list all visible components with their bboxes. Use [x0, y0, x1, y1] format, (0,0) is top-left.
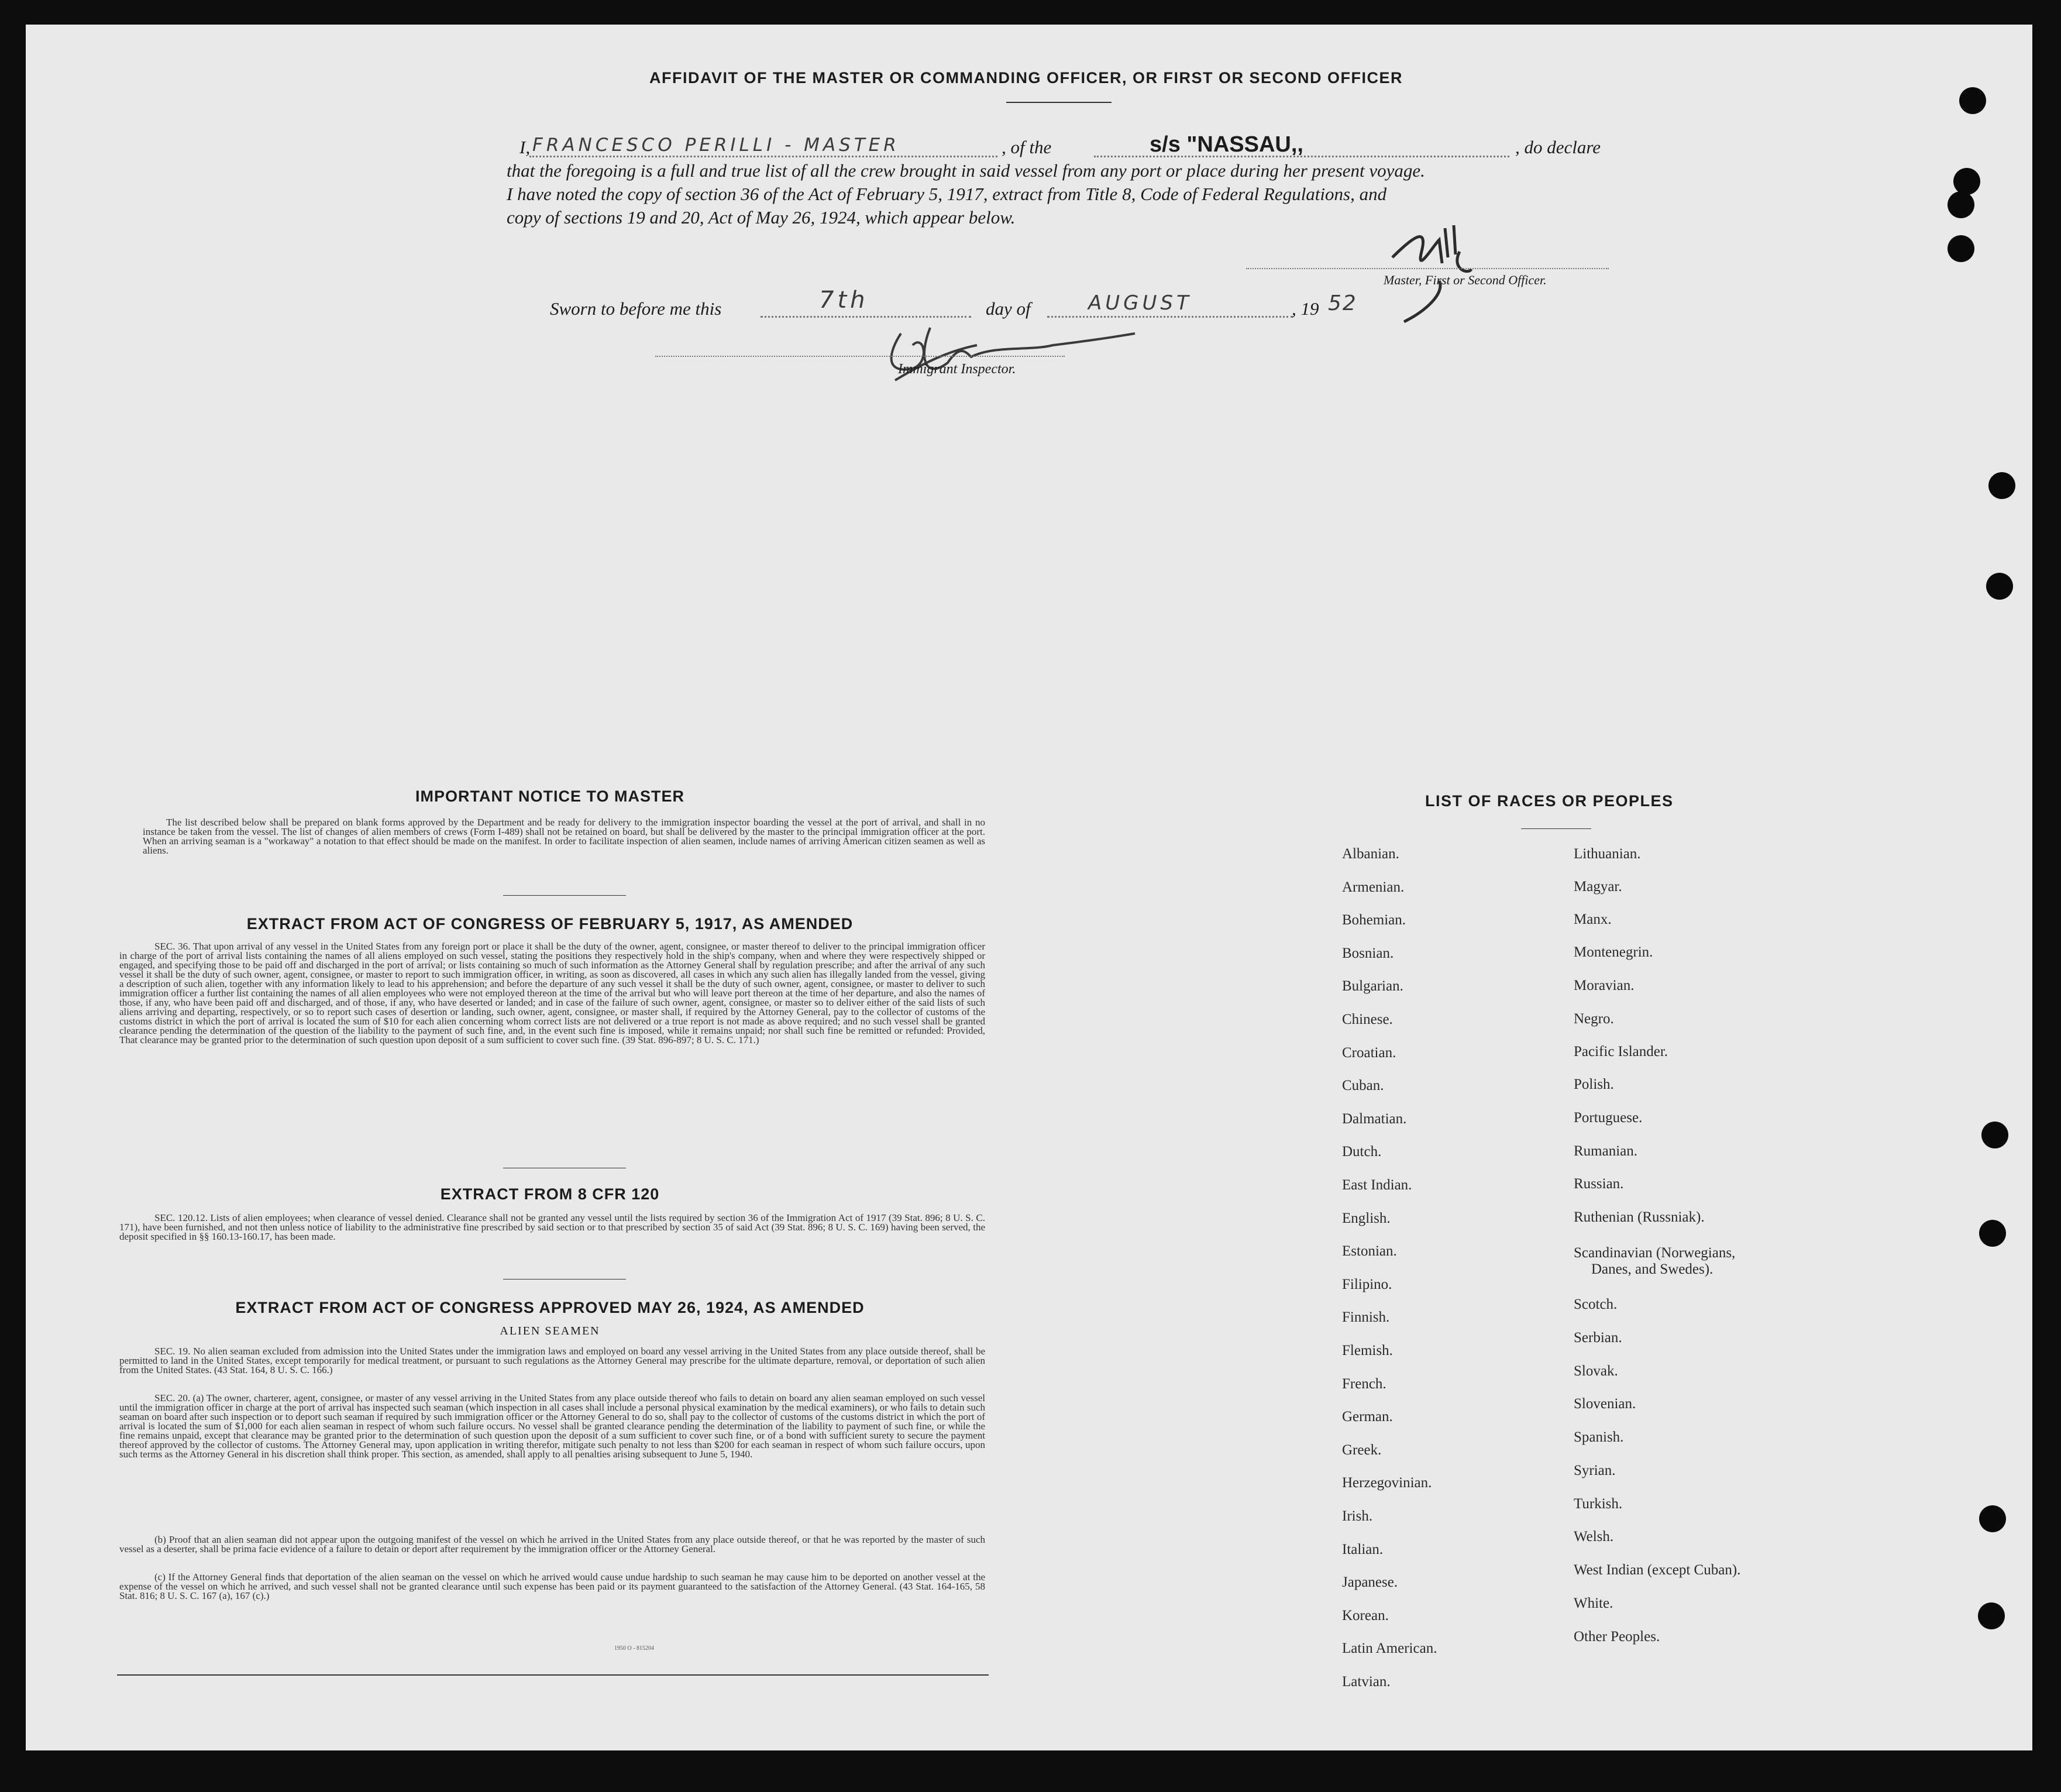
day-of-label: day of	[986, 298, 1031, 319]
punch-hole-icon	[1986, 573, 2013, 600]
affidavit-title: AFFIDAVIT OF THE MASTER OR COMMANDING OFFICER, OR FIRST OR SECOND OFFICER	[649, 69, 1403, 87]
form-page	[26, 25, 2032, 1750]
declaration-line-4: copy of sections 19 and 20, Act of May 26, 1924, which appear below.	[507, 207, 1016, 228]
extract-cfr-title: EXTRACT FROM 8 CFR 120	[440, 1185, 660, 1203]
title-underline	[1006, 102, 1112, 103]
race-item: Spanish.	[1574, 1429, 1624, 1445]
vessel-name-field: s/s "NASSAU,,	[1150, 132, 1303, 157]
of-the-label: , of the	[1002, 137, 1052, 157]
do-declare-label: , do declare	[1515, 137, 1601, 157]
race-item: Portuguese.	[1574, 1110, 1643, 1126]
race-item: Dalmatian.	[1342, 1110, 1407, 1127]
race-item: Estonian.	[1342, 1243, 1397, 1260]
race-item: Italian.	[1342, 1541, 1384, 1557]
race-item: Other Peoples.	[1574, 1629, 1660, 1645]
race-item: English.	[1342, 1210, 1391, 1226]
race-item: Danes, and Swedes).	[1591, 1261, 1714, 1277]
inspector-caption: Immigrant Inspector.	[898, 362, 1016, 377]
punch-hole-icon	[1978, 1602, 2005, 1629]
race-item: Manx.	[1574, 912, 1612, 927]
punch-hole-icon	[1959, 87, 1986, 114]
year-field: 52	[1328, 291, 1357, 315]
race-item: Negro.	[1574, 1011, 1614, 1027]
race-item: Moravian.	[1574, 978, 1635, 993]
punch-hole-icon	[1948, 235, 1974, 262]
extract-1924-title: EXTRACT FROM ACT OF CONGRESS APPROVED MAY 26, 1924, AS AMENDED	[235, 1299, 865, 1316]
race-item: Ruthenian (Russniak).	[1574, 1209, 1705, 1225]
extract-1924-sec19: SEC. 19. No alien seaman excluded from admission into the United States under the immigration laws and employed on board any vessel arriving in the United States from any place outside thereof, shall be permitted to land in the United States, except temporarily for medical treatment, or pursuant to such regulations as the Attorney General may prescribe for the ultimate departure, removal, or deportation of such alien from the United States. (43 Stat. 164, 8 U. S. C. 166.)	[119, 1346, 985, 1375]
race-item: Turkish.	[1574, 1496, 1623, 1512]
extract-1917-body: SEC. 36. That upon arrival of any vessel in the United States from any foreign port or place it shall be the duty of the owner, agent, consignee, or master thereof to deliver to the principal immigration officer in charge of the port of arrival lists containing the names of all aliens employed on such vessel, stating the positions they respectively hold in the ship's company, when and where they were respectively shipped or engaged, and specifying those to be paid off and discharged in the port of arrival; or lists containing so much of such information as the Attorney General shall by regulation prescribe; and after the arrival of any such vessel it shall be the duty of such owner, agent, consignee, or master to report to such immigration officer, in writing, as soon as discovered, all cases in which any such alien has illegally landed from the vessel, giving a description of such alien, together with any information likely to lead to his apprehension; and before the departure of any such vessel it shall be the duty of such owner, agent, consignee, or master to deliver to such immigration officer a further list containing the names of all alien employees who were not employed thereon at the time of the arrival but who will leave port thereon at the time of her departure, and also the names of those, if any, who have been paid off and discharged, and of those, if any, who have deserted or landed; and in case of the failure of such owner, agent, consignee, or master so to deliver either of the said lists of such aliens arriving and departing, respectively, or so to report such cases of desertion or landing, such owner, agent, consignee, or master shall, if required by the Attorney General, pay to the collector of customs of the customs district in which the port of arrival is located the sum of $10 for each alien concerning whom correct lists are not delivered or a true report is not made as above required; and no such vessel shall be granted clearance pending the determination of the question of the liability to the payment of such fine, and, in the event such fine is imposed, while it remains unpaid; nor shall such fine be remitted or refunded: Provided, That clearance may be granted prior to the determination of such question upon deposit of a sum sufficient to cover such fine. (39 Stat. 896-897; 8 U. S. C. 171.)	[119, 941, 985, 1045]
race-item: East Indian.	[1342, 1177, 1412, 1193]
punch-hole-icon	[1981, 1122, 2008, 1148]
race-item: Welsh.	[1574, 1529, 1614, 1545]
races-title: LIST OF RACES OR PEOPLES	[1425, 792, 1674, 810]
race-item: Russian.	[1574, 1176, 1624, 1192]
race-item: Albanian.	[1342, 846, 1399, 862]
race-item: Serbian.	[1574, 1330, 1622, 1346]
race-item: Japanese.	[1342, 1574, 1398, 1591]
race-item: Irish.	[1342, 1508, 1373, 1524]
sworn-day-field: 7th	[819, 287, 869, 314]
race-item: Syrian.	[1574, 1463, 1616, 1478]
race-item: Latvian.	[1342, 1674, 1391, 1690]
race-item: Polish.	[1574, 1076, 1614, 1092]
bottom-rule	[117, 1674, 989, 1676]
printer-mark: 1950 O - 815204	[614, 1645, 655, 1652]
race-item: Filipino.	[1342, 1276, 1392, 1292]
punch-hole-icon	[1979, 1505, 2006, 1532]
vessel-dotted-line	[1094, 156, 1509, 157]
declaration-line-2: that the foregoing is a full and true list of all the crew brought in said vessel from any port or place during her present voyage.	[507, 160, 1425, 181]
race-item: Bohemian.	[1342, 912, 1406, 928]
race-item: Finnish.	[1342, 1309, 1390, 1326]
race-item: Scotch.	[1574, 1296, 1618, 1312]
punch-hole-icon	[1953, 168, 1980, 195]
race-item: Armenian.	[1342, 879, 1405, 895]
race-item: Montenegrin.	[1574, 944, 1653, 960]
race-item: Rumanian.	[1574, 1143, 1638, 1159]
notice-body: The list described below shall be prepared on blank forms approved by the Department and be ready for delivery to the immigration inspector boarding the vessel at the port of arrival, and shall in no instance be taken from the vessel. The list of changes of alien members of crews (Form I-489) shall not be retained on board, but shall be delivered by the master to the principal immigration officer at the port. When an arriving seaman is a "workaway" a notation to that effect should be made on the manifest. In order to facilitate inspection of alien seamen, include names of arriving American citizen seamen as well as aliens.	[143, 817, 985, 856]
extract-cfr-body: SEC. 120.12. Lists of alien employees; when clearance of vessel denied. Clearance shall not be granted any vessel until the lists required by section 36 of the Immigration Act of 1917 (39 Stat. 896; 8 U. S. C. 171), have been furnished, and not then unless notice of liability to the administrative fine prescribed by said section or to that prescribed by section 35 of said Act (39 Stat. 896; 8 U. S. C. 169) having been served, the deposit specified in §§ 160.13-160.17, has been made.	[119, 1212, 985, 1242]
extract-1924-sec20c: (c) If the Attorney General finds that deportation of the alien seaman on the vessel on which he arrived would cause undue hardship to such seaman he may cause him to be deported on another vessel at the expense of the vessel on which he arrived, and such vessel shall not be granted clearance until such expense has been paid or its payment guaranteed to the satisfaction of the Attorney General. (43 Stat. 164-165, 58 Stat. 816; 8 U. S. C. 167 (a), 167 (c).)	[119, 1571, 985, 1601]
punch-hole-icon	[1979, 1220, 2006, 1247]
race-item: Pacific Islander.	[1574, 1044, 1668, 1060]
extract-1924-sec20b: (b) Proof that an alien seaman did not appear upon the outgoing manifest of the vessel on which he arrived in the United States from any place outside thereof, or that he was reported by the master of such vessel as a deserter, shall be prima facie evidence of a failure to detain or deport after requirement by the immigration officer or the Attorney General.	[119, 1534, 985, 1554]
extract-1917-title: EXTRACT FROM ACT OF CONGRESS OF FEBRUARY 5, 1917, AS AMENDED	[246, 915, 854, 933]
inspector-dotted-line	[655, 356, 1065, 357]
race-item: Slovenian.	[1574, 1396, 1636, 1412]
master-name-dotted-line	[529, 156, 997, 157]
race-item: Slovak.	[1574, 1363, 1618, 1379]
races-underline	[1521, 828, 1591, 829]
race-item: German.	[1342, 1409, 1393, 1425]
sworn-label: Sworn to before me this	[550, 298, 722, 319]
master-caption: Master, First or Second Officer.	[1384, 273, 1547, 287]
race-item: West Indian (except Cuban).	[1574, 1562, 1741, 1578]
master-name-field: FRANCESCO PERILLI - MASTER	[532, 135, 900, 156]
race-item: Dutch.	[1342, 1144, 1382, 1160]
race-item: White.	[1574, 1595, 1613, 1611]
alien-seamen-subtitle: ALIEN SEAMEN	[500, 1325, 600, 1337]
race-item: Herzegovinian.	[1342, 1475, 1432, 1491]
race-item: Scandinavian (Norwegians,	[1574, 1245, 1736, 1261]
race-item: Bosnian.	[1342, 945, 1394, 961]
race-item: French.	[1342, 1375, 1386, 1392]
punch-hole-icon	[1948, 191, 1974, 218]
master-signature-dotted-line	[1246, 268, 1609, 269]
decl-prefix: I,	[519, 137, 531, 157]
extract-1924-sec20a: SEC. 20. (a) The owner, charterer, agent, consignee, or master of any vessel arriving in the United States from any place outside thereof who fails to detain on board any alien seaman employed on such vessel until the immigration officer in charge at the port of arrival has inspected such seaman (which inspection in all cases shall include a personal physical examination by the medical examiners), or who fails to detain such seaman on board after such inspection or to deport such seaman if required by such immigration officer or the Attorney General to do so, shall pay to the collector of customs of the customs district in which the port of arrival is located the sum of $1,000 for each alien seaman in respect of whom such failure occurs. No vessel shall be granted clearance pending the determination of the liability to payment of such fine, or while the fine remains unpaid, except that clearance may be granted prior to the determination of such question upon the deposit of a sum sufficient to cover such fine, or of a bond with sufficient surety to secure the payment thereof approved by the collector of customs. The Attorney General may, upon application in writing therefor, mitigate such penalty to not less than $200 for each seaman in respect of whom such failure occurs, upon such terms as the Attorney General in his discretion shall think proper. This section, as amended, shall apply to all penalties arising subsequent to June 5, 1940.	[119, 1392, 985, 1460]
race-item: Greek.	[1342, 1442, 1382, 1458]
notice-divider	[503, 895, 626, 896]
notice-title: IMPORTANT NOTICE TO MASTER	[415, 787, 684, 805]
race-item: Cuban.	[1342, 1078, 1384, 1094]
race-item: Latin American.	[1342, 1640, 1437, 1657]
race-item: Croatian.	[1342, 1044, 1396, 1061]
race-item: Korean.	[1342, 1607, 1389, 1624]
race-item: Magyar.	[1574, 879, 1622, 895]
year-prefix: , 19	[1292, 298, 1319, 319]
race-item: Chinese.	[1342, 1012, 1393, 1027]
punch-hole-icon	[1988, 472, 2015, 499]
race-item: Lithuanian.	[1574, 846, 1641, 862]
race-item: Bulgarian.	[1342, 978, 1403, 995]
declaration-line-3: I have noted the copy of section 36 of the Act of February 5, 1917, extract from Title 8, Code of Federal Regulations, and	[507, 184, 1387, 204]
race-item: Flemish.	[1342, 1343, 1393, 1358]
sworn-month-field: AUGUST	[1088, 291, 1192, 315]
